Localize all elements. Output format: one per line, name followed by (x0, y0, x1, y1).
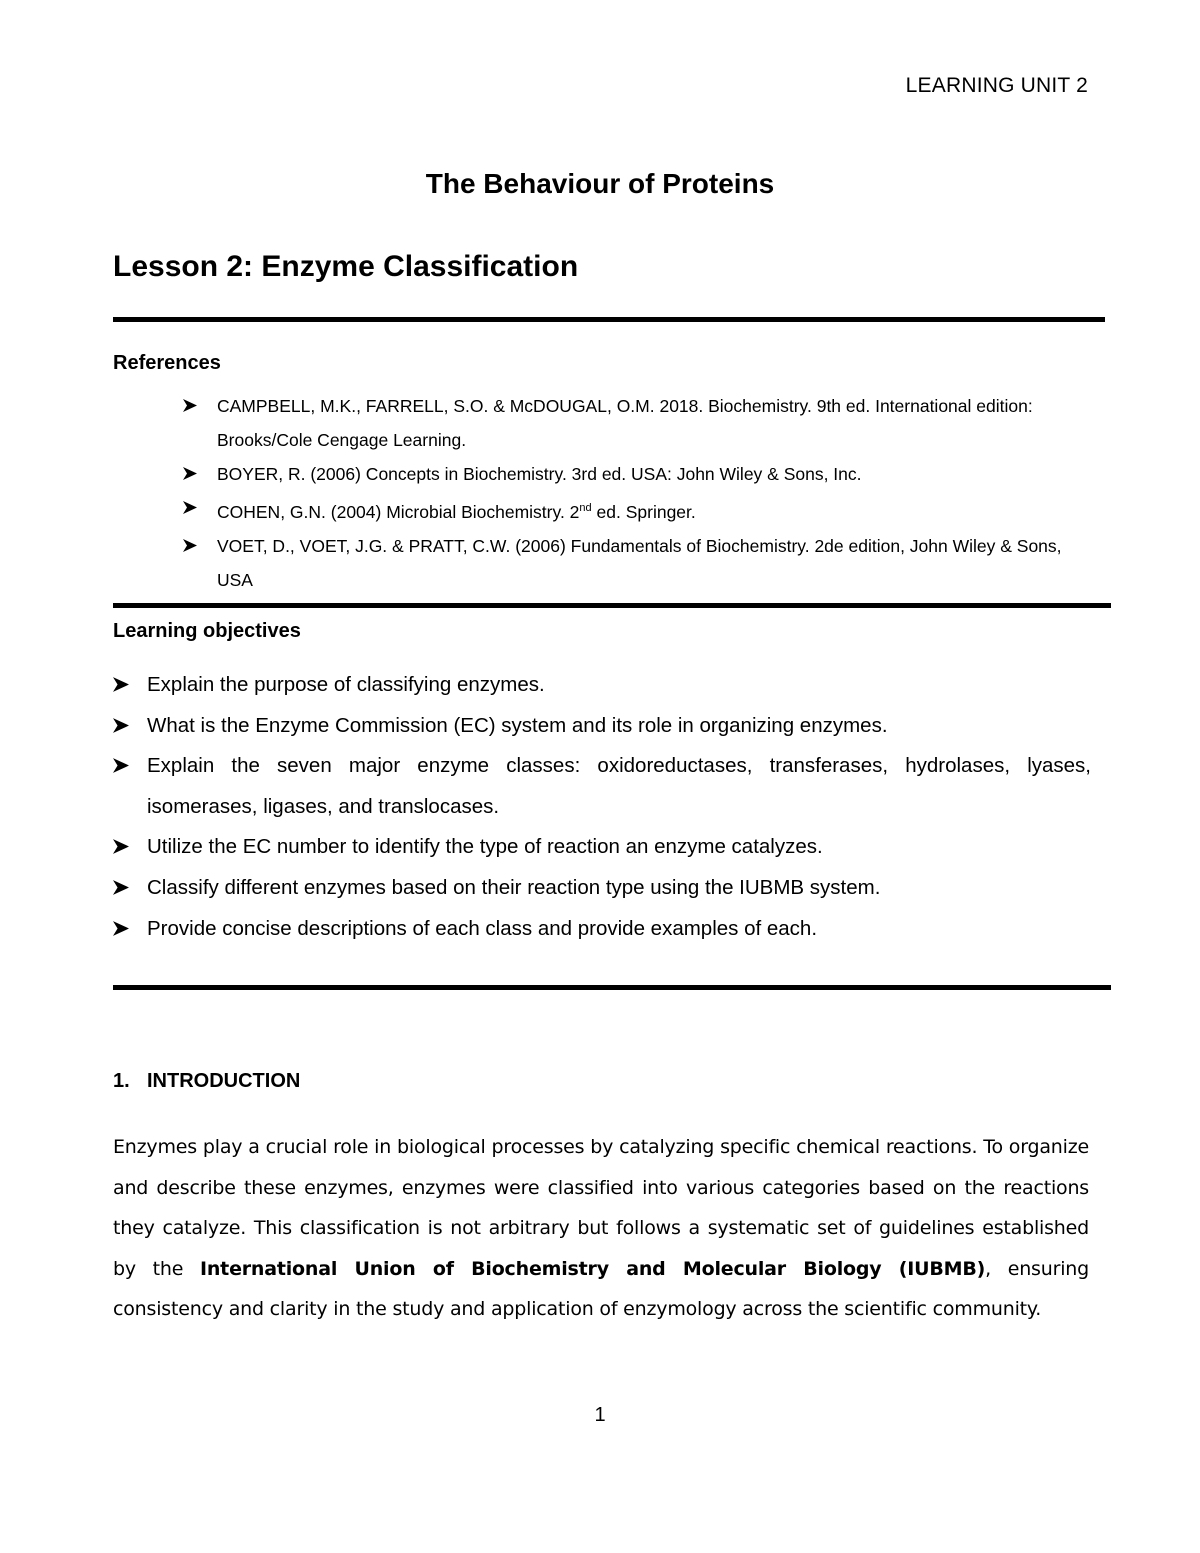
objective-item (113, 746, 1091, 827)
introduction-paragraph (113, 1127, 1089, 1330)
objectives-list (113, 665, 1091, 949)
arrowhead-bullet-icon (113, 827, 131, 854)
paragraph-text: Enzymes play a crucial role in biological processes by catalyzing specific chemical reactions. To organize and describe these enzymes, enzymes were classified into various categories based on the reactions they catalyze. This classification is not arbitrary but follows a systematic set of guidelines established by the (113, 1136, 1089, 1280)
references-list (183, 389, 1093, 597)
main-title: The Behaviour of Proteins (425, 168, 775, 199)
arrowhead-bullet-icon (183, 389, 201, 412)
reference-text: ed. Springer. (591, 501, 696, 522)
arrowhead-bullet-icon (183, 529, 201, 552)
arrowhead-bullet-icon (113, 665, 131, 692)
section-number: 1. (113, 1070, 130, 1092)
objective-item (113, 868, 1091, 909)
objective-item (113, 909, 1091, 950)
section-title: INTRODUCTION (147, 1070, 301, 1092)
divider-rule (113, 985, 1111, 990)
lesson-title: Lesson 2: Enzyme Classification (113, 250, 579, 283)
objective-item (113, 665, 1091, 706)
introduction-heading (113, 1070, 300, 1093)
page-number: 1 (594, 1404, 606, 1426)
references-heading: References (113, 352, 221, 374)
objective-text: Utilize the EC number to identify the type of reaction an enzyme catalyzes. (147, 835, 823, 859)
arrowhead-bullet-icon (113, 868, 131, 895)
objectives-heading: Learning objectives (113, 620, 301, 642)
objective-item (113, 827, 1091, 868)
reference-text: BOYER, R. (2006) Concepts in Biochemistry. 3rd ed. USA: John Wiley & Sons, Inc. (217, 464, 862, 484)
objective-text: What is the Enzyme Commission (EC) system and its role in organizing enzymes. (147, 713, 888, 737)
objective-text: Provide concise descriptions of each class and provide examples of each. (147, 916, 818, 940)
reference-text: COHEN, G.N. (2004) Microbial Biochemistry. 2 (217, 501, 580, 522)
arrowhead-bullet-icon (183, 491, 201, 514)
reference-text: VOET, D., VOET, J.G. & PRATT, C.W. (2006) Fundamentals of Biochemistry. 2de edition, John Wiley & Sons, USA (217, 535, 1062, 590)
objective-text: Explain the purpose of classifying enzymes. (147, 673, 545, 696)
reference-item (183, 491, 1093, 529)
objective-item (113, 706, 1091, 747)
reference-item (183, 457, 1093, 491)
arrowhead-bullet-icon (183, 457, 201, 480)
running-header: LEARNING UNIT 2 (905, 74, 1088, 97)
reference-item (183, 389, 1093, 457)
paragraph-emphasis: International Union of Biochemistry and Molecular Biology (IUBMB) (199, 1257, 986, 1280)
reference-superscript: nd (579, 502, 592, 514)
objective-text: Explain the seven major enzyme classes: oxidoreductases, transferases, hydrolases, lyases, isomerases, ligases, and translocases. (147, 754, 1091, 818)
arrowhead-bullet-icon (113, 746, 131, 773)
arrowhead-bullet-icon (113, 706, 131, 733)
reference-text: CAMPBELL, M.K., FARRELL, S.O. & McDOUGAL, O.M. 2018. Biochemistry. 9th ed. International edition: Brooks/Cole Cengage Learning. (217, 396, 1033, 450)
arrowhead-bullet-icon (113, 909, 131, 936)
paragraph-text: , ensuring consistency and clarity in the study and application of enzymology across the scientific community. (113, 1257, 1089, 1320)
reference-item (183, 529, 1093, 597)
objective-text: Classify different enzymes based on their reaction type using the IUBMB system. (147, 875, 881, 899)
divider-rule (113, 603, 1111, 608)
divider-rule (113, 317, 1105, 322)
